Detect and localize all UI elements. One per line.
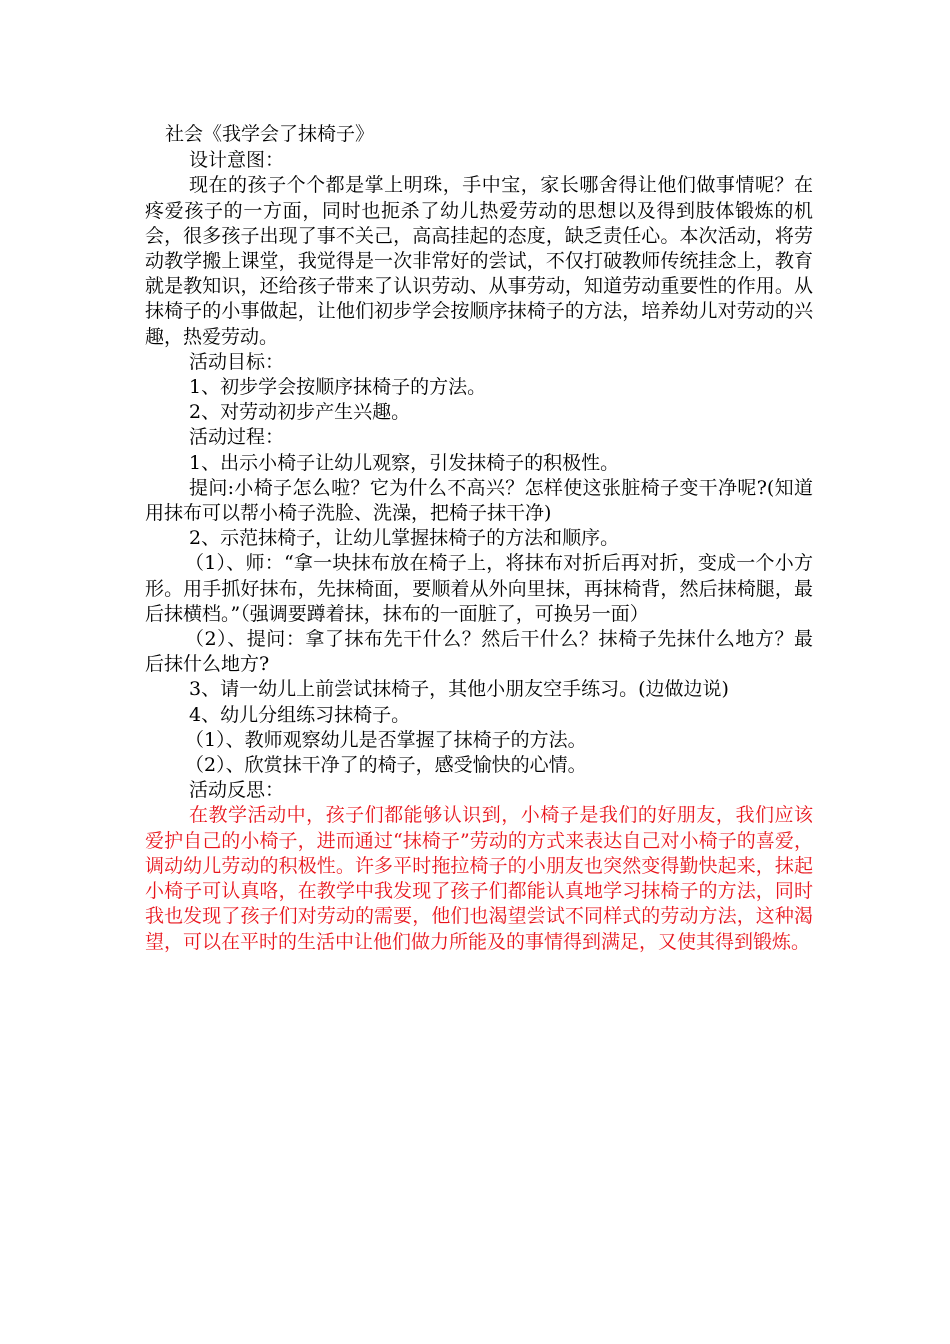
- process-step-3: 3、请一幼儿上前尝试抹椅子，其他小朋友空手练习。(边做边说): [189, 678, 729, 701]
- process-step-2: 2、示范抹椅子，让幼儿掌握抹椅子的方法和顺序。: [189, 527, 620, 550]
- process-step-4: 4、幼儿分组练习抹椅子。: [189, 703, 411, 726]
- process-step-2-2: （2）、提问：拿了抹布先干什么？然后干什么？抹椅子先抹什么地方？最后抹什么地方?: [145, 628, 813, 676]
- process-step-4-1: （1）、教师观察幼儿是否掌握了抹椅子的方法。: [185, 728, 587, 751]
- goal-item-2: 2、对劳动初步产生兴趣。: [189, 401, 411, 424]
- process-step-1-question: 提问:小椅子怎么啦？它为什么不高兴？怎样使这张脏椅子变干净呢?(知道用抹布可以帮小椅子洗脸、洗澡，把椅子抹干净): [145, 476, 813, 525]
- goal-item-1: 1、初步学会按顺序抹椅子的方法。: [189, 376, 487, 399]
- design-text: 现在的孩子个个都是掌上明珠，手中宝，家长哪舍得让他们做事情呢？在疼爱孩子的一方面，同时也扼杀了幼儿热爱劳动的思想以及得到肢体锻炼的机会，很多孩子出现了事不关己，高高挂起的态度，缺乏责任心。本次活动，将劳动教学搬上课堂，我觉得是一次非常好的尝试，不仅打破教师传统挂念上，教育就是教知识，还给孩子带来了认识劳动、从事劳动，知道劳动重要性的作用。从抹椅子的小事做起，让他们初步学会按顺序抹椅子的方法，培养幼儿对劳动的兴趣，热爱劳动。: [145, 174, 813, 348]
- goals-heading: 活动目标：: [189, 350, 285, 373]
- reflection-text: 在教学活动中，孩子们都能够认识到，小椅子是我们的好朋友，我们应该爱护自己的小椅子，进而通过“抹椅子”劳动的方式来表达自己对小椅子的喜爱，调动幼儿劳动的积极性。许多平时拖拉椅子的小朋友也突然变得勤快起来，抹起小椅子可认真咯，在教学中我发现了孩子们都能认真地学习抹椅子的方法，同时我也发现了孩子们对劳动的需要，他们也渴望尝试不同样式的劳动方法，这种渴望，可以在平时的生活中让他们做力所能及的事情得到满足，又使其得到锻炼。: [145, 804, 813, 953]
- process-step-2-1: （1）、师：“拿一块抹布放在椅子上，将抹布对折后再对折，变成一个小方形。用手抓好抹布，先抹椅面，要顺着从外向里抹，再抹椅背，然后抹椅腿，最后抹横档。”（强调要蹲着抹，抹布的一面脏了，可换另一面）: [145, 552, 813, 625]
- reflection-heading: 活动反思：: [189, 779, 285, 802]
- document-title: 社会《我学会了抹椅子》: [165, 123, 375, 145]
- document-page: [145, 122, 813, 955]
- process-step-4-2: （2）、欣赏抹干净了的椅子，感受愉快的心情。: [185, 754, 587, 777]
- process-heading: 活动过程：: [189, 426, 285, 449]
- design-heading: 设计意图：: [189, 149, 285, 172]
- process-step-1: 1、出示小椅子让幼儿观察，引发抹椅子的积极性。: [189, 451, 620, 474]
